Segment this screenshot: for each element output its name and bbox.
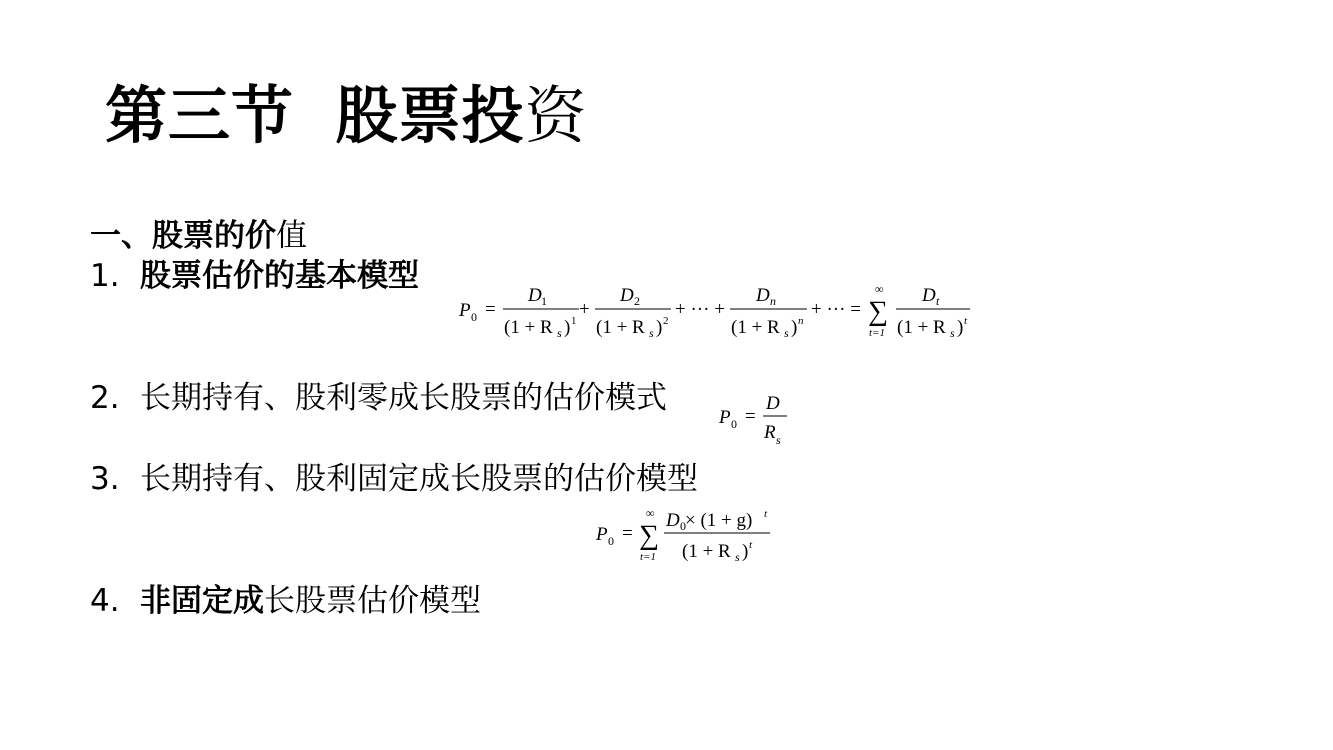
list-item-1 xyxy=(90,256,419,296)
term2-den-close: ) xyxy=(656,317,663,338)
formula-eq: = xyxy=(622,523,633,544)
formula-den-close: ) xyxy=(742,541,749,562)
term4-den: (1 + R xyxy=(897,317,946,338)
term2-exp: 2 xyxy=(663,315,669,327)
term3-den-close: ) xyxy=(791,317,798,338)
term2-num-sub: 2 xyxy=(634,294,640,308)
term4-den-sub: s xyxy=(950,326,955,340)
list-item-bold-text: 股票估价的基本模型 xyxy=(140,258,419,294)
ellipsis-plus: + ··· + xyxy=(675,299,725,320)
term4-num-sub: t xyxy=(936,294,940,308)
formula-lhs-sub: 0 xyxy=(731,417,737,431)
term1-den-close: ) xyxy=(564,317,571,338)
formula-constant-growth xyxy=(592,505,782,569)
list-item-text: 长股票估价模型 xyxy=(264,583,481,619)
title-part1: 第三节 xyxy=(105,79,295,152)
formula-basic-model xyxy=(455,280,975,346)
title-part2: 股票投 xyxy=(335,79,525,152)
formula-lhs: P xyxy=(459,300,471,321)
section-heading xyxy=(90,216,307,256)
term4-num: D xyxy=(922,285,936,306)
term1-num: D xyxy=(528,285,542,306)
section-heading-bold: 一、股票的价 xyxy=(90,218,276,254)
formula-lhs: P xyxy=(719,407,731,428)
list-item-bold-text: 非固定成 xyxy=(140,583,264,619)
formula-num: D xyxy=(766,393,780,414)
term3-num-sub: n xyxy=(770,294,776,308)
section-heading-rest: 值 xyxy=(276,218,307,254)
title-part3: 资 xyxy=(524,79,588,152)
term2-den-sub: s xyxy=(649,326,654,340)
formula-lhs: P xyxy=(596,524,608,545)
term2-den: (1 + R xyxy=(596,317,645,338)
formula-lhs-sub: 0 xyxy=(608,534,614,548)
list-item-2 xyxy=(90,378,667,418)
term1-den: (1 + R xyxy=(504,317,553,338)
list-item-number: 1. xyxy=(90,258,120,294)
formula-eq: = xyxy=(745,406,756,427)
list-item-text: 长期持有、股利零成长股票的估价模式 xyxy=(140,380,667,416)
sum-top: ∞ xyxy=(875,282,884,296)
term4-exp: t xyxy=(964,315,968,327)
list-item-4 xyxy=(90,581,481,621)
plus: + xyxy=(579,299,590,320)
term3-exp: n xyxy=(798,315,804,327)
sum-top: ∞ xyxy=(646,506,655,520)
formula-den: R xyxy=(764,422,776,443)
list-item-text: 长期持有、股利固定成长股票的估价模型 xyxy=(140,461,698,497)
term4-den-close: ) xyxy=(957,317,964,338)
formula-num-rest: × (1 + g) xyxy=(685,510,753,531)
sum-bottom: t=1 xyxy=(869,327,885,339)
term3-den: (1 + R xyxy=(731,317,780,338)
list-item-number: 3. xyxy=(90,461,120,497)
term3-num: D xyxy=(756,285,770,306)
ellipsis-eq: + ··· = xyxy=(811,299,861,320)
term1-num-sub: 1 xyxy=(541,294,547,308)
formula-den-sub: s xyxy=(735,550,740,564)
title-part1-space xyxy=(294,79,335,152)
formula-zero-growth xyxy=(715,388,795,452)
formula-num-sub: 0 xyxy=(680,519,686,533)
term1-exp: 1 xyxy=(571,315,577,327)
list-item-number: 2. xyxy=(90,380,120,416)
formula-lhs-sub: 0 xyxy=(471,310,477,324)
list-item-number: 4. xyxy=(90,583,120,619)
sum-symbol: ∑ xyxy=(639,520,659,551)
sum-bottom: t=1 xyxy=(640,551,656,563)
formula-den-exp: t xyxy=(749,539,753,551)
term3-den-sub: s xyxy=(784,326,789,340)
term1-den-sub: s xyxy=(557,326,562,340)
list-item-3 xyxy=(90,459,698,499)
formula-num-exp: t xyxy=(764,508,768,520)
formula-eq: = xyxy=(485,299,496,320)
term2-num: D xyxy=(620,285,634,306)
sum-symbol: ∑ xyxy=(868,296,888,327)
formula-den: (1 + R xyxy=(682,541,731,562)
page-title xyxy=(105,78,587,154)
formula-den-sub: s xyxy=(776,433,781,447)
formula-num: D xyxy=(666,510,680,531)
